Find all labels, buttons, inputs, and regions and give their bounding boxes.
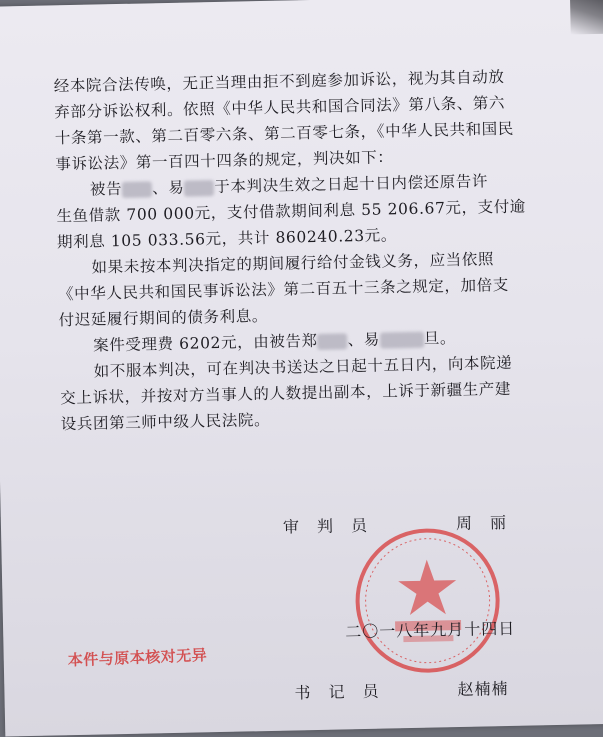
judgment-date: 二〇一八年九月十四日 bbox=[345, 618, 516, 642]
verdict-text-c: 于本判决生效之日起十日内偿还原告许 bbox=[214, 172, 489, 197]
clerk-name: 赵楠楠 bbox=[457, 678, 509, 700]
text-line: 经本院合法传唤，无正当理由拒不到庭参加诉讼，视为其自动放 bbox=[53, 67, 505, 96]
clerk-label: 书 记 员 bbox=[294, 681, 380, 703]
text-line: 事诉讼法》第一百四十四条的规定，判决如下： bbox=[55, 148, 394, 174]
text-line: 十条第一款、第二百零六条、第二百零七条，《中华人民共和国民 bbox=[54, 119, 515, 148]
fee-text-c: 旦。 bbox=[423, 329, 457, 348]
text-line: 《中华人民共和国民事诉讼法》第二百五十三条之规定，加倍支 bbox=[57, 275, 510, 304]
fee-text-a: 案件受理费 6202元，由被告郑 bbox=[93, 331, 318, 355]
judge-name: 周 丽 bbox=[455, 512, 508, 534]
redacted-name bbox=[380, 332, 424, 349]
text-line: 交上诉状，并按对方当事人的人数提出副本，上诉于新疆生产建 bbox=[60, 379, 512, 408]
verdict-text-a: 被告 bbox=[89, 179, 123, 199]
text-line: 生鱼借款 700 000元，支付借款期间利息 55 206.67元，支付逾 bbox=[56, 197, 527, 226]
text-line: 设兵团第三师中级人民法院。 bbox=[60, 410, 271, 434]
judgment-text bbox=[53, 64, 531, 438]
certified-copy-stamp: 本件与原本核对无异 bbox=[67, 646, 208, 670]
verdict-text-b: 、易 bbox=[151, 178, 185, 198]
fee-text-b: 、易 bbox=[347, 330, 381, 350]
court-seal bbox=[351, 524, 504, 677]
judge-label: 审 判 员 bbox=[282, 515, 369, 537]
redacted-name bbox=[317, 333, 347, 350]
text-line: 如不服本判决，可在判决书送达之日起十五日内，向本院递 bbox=[93, 353, 513, 381]
text-line: 期利息 105 033.56元，共计 860240.23元。 bbox=[56, 226, 398, 252]
redacted-name bbox=[122, 181, 152, 198]
text-line: 如果未按本判决指定的期间履行给付金钱义务，应当依照 bbox=[91, 250, 495, 277]
text-line: 付迟延履行期间的债务利息。 bbox=[58, 306, 269, 330]
page-corner-shadow bbox=[570, 0, 603, 35]
text-line: 弃部分诉讼权利。依照《中华人民共和国合同法》第八条、第六 bbox=[54, 93, 506, 122]
redacted-name bbox=[184, 180, 214, 197]
